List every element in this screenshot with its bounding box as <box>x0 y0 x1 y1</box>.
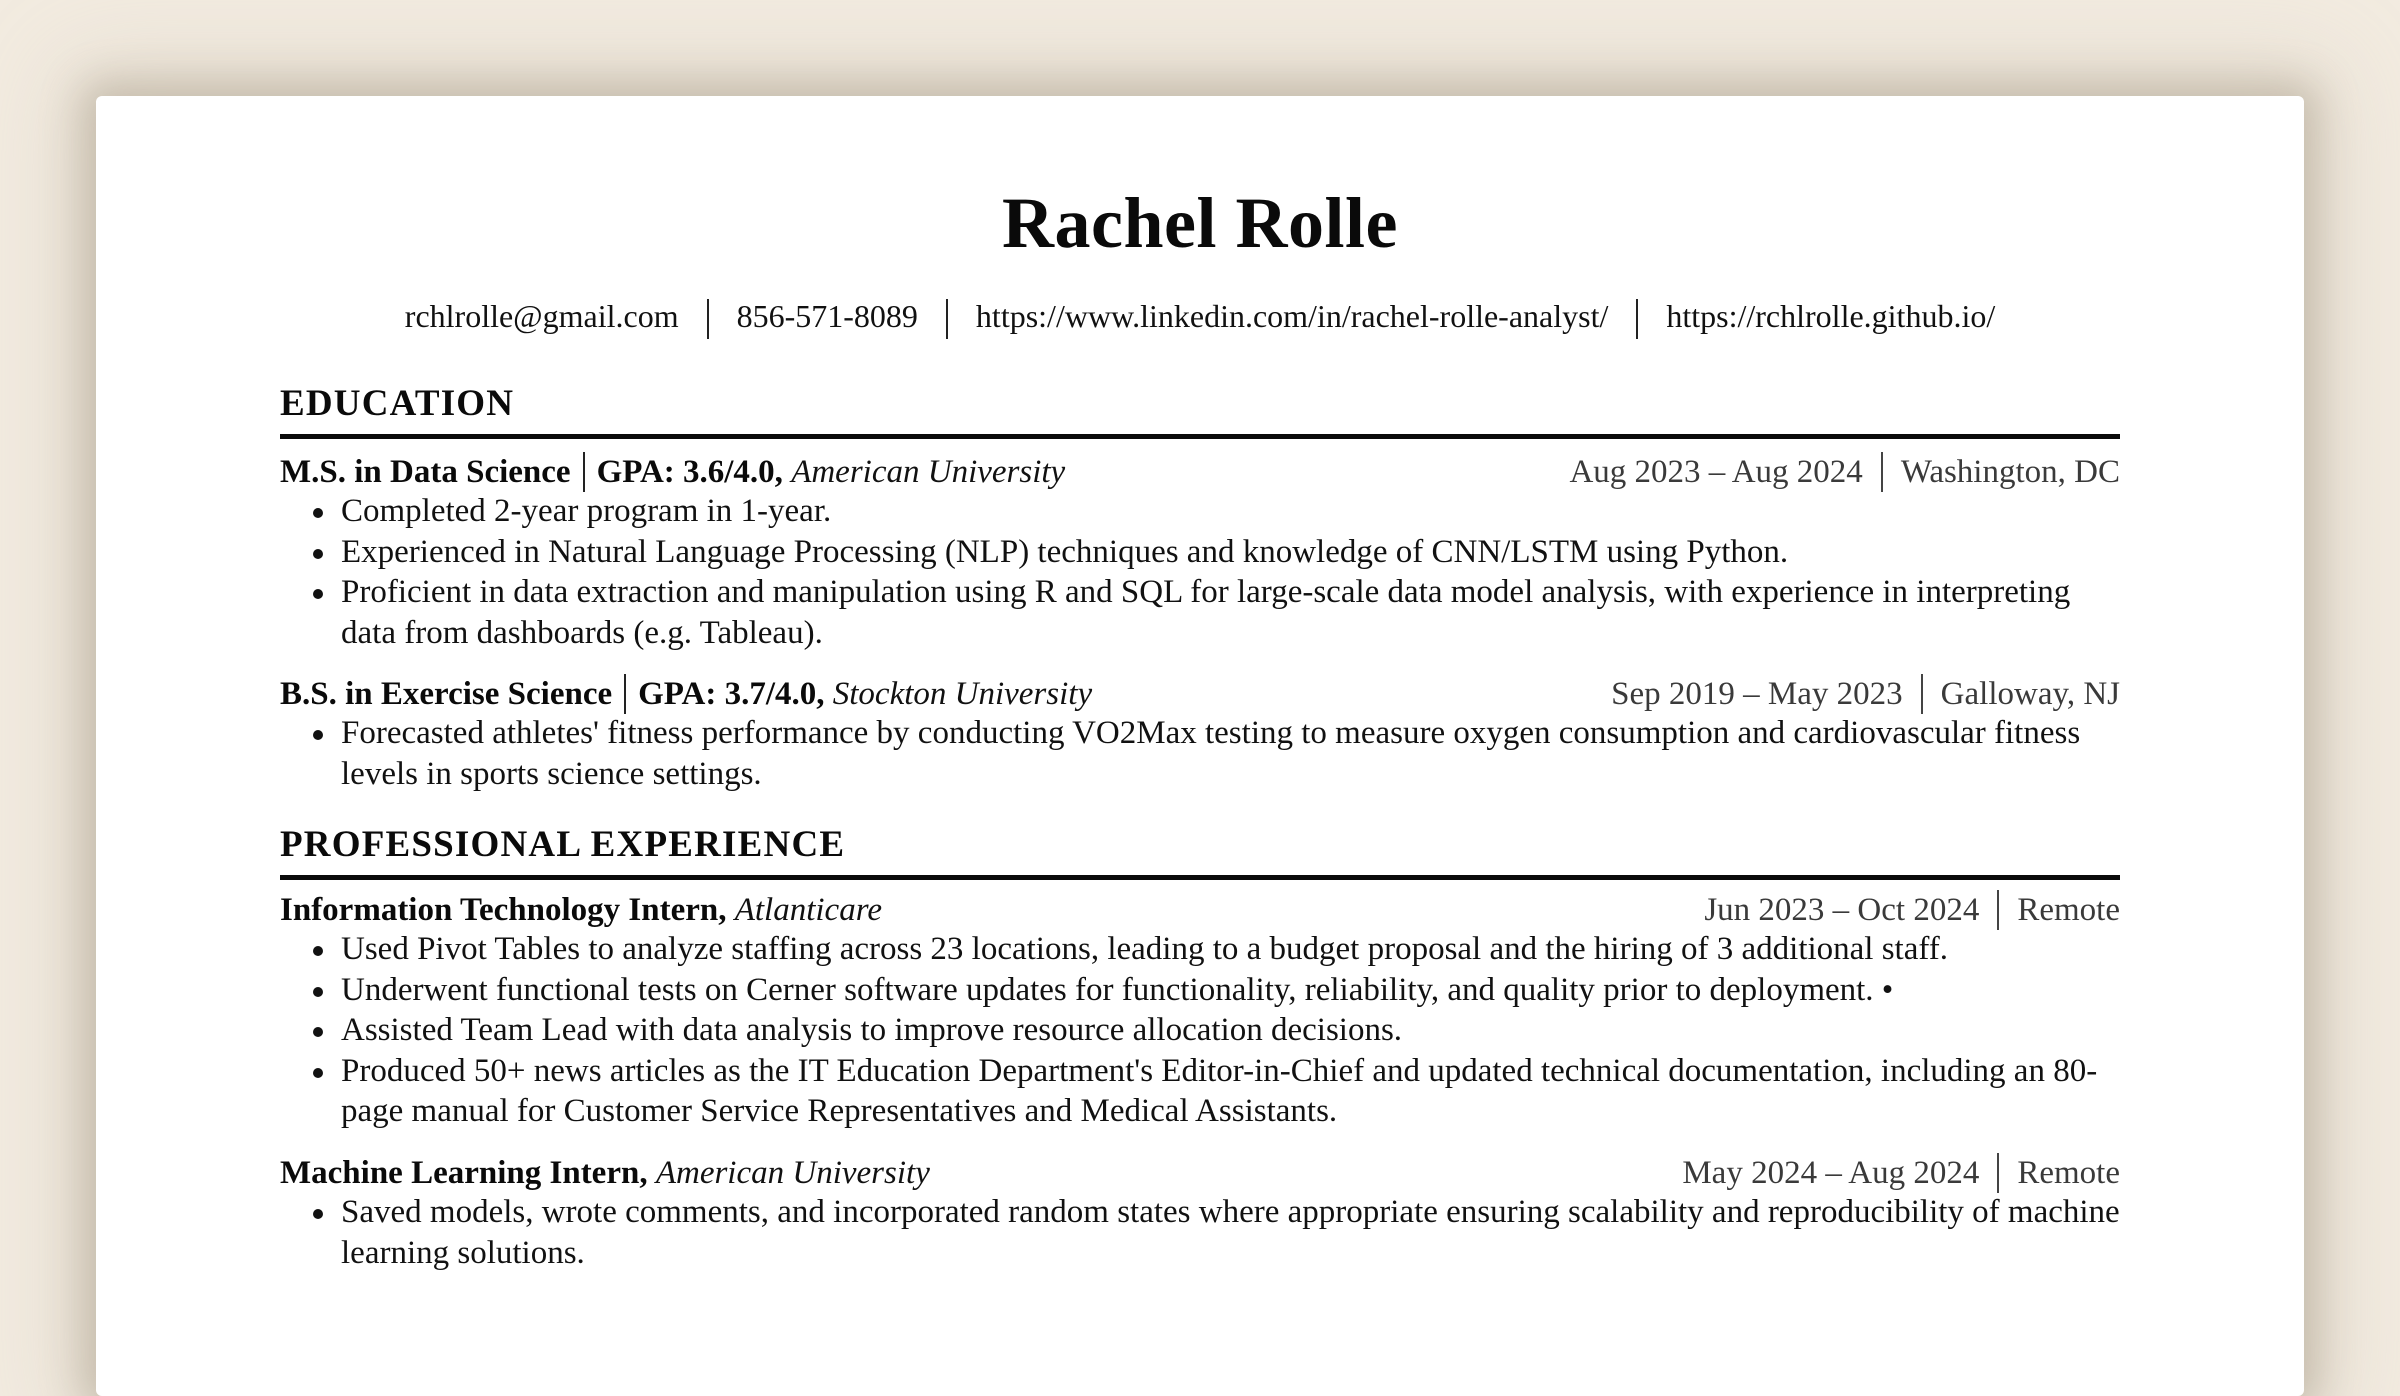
location: Washington, DC <box>1900 454 2120 490</box>
divider <box>583 452 585 492</box>
list-item: Produced 50+ news articles as the IT Education Department's Editor-in-Chief and updated technical documentation, including an 80-page manual for Customer Service Representatives and Medical Assistants. <box>280 1051 2120 1132</box>
bullet-icon <box>313 508 323 518</box>
school: American University <box>791 454 1066 490</box>
role: Information Technology Intern, <box>280 892 727 928</box>
resume-name: Rachel Rolle <box>1002 183 1398 263</box>
contact-line <box>280 294 2120 339</box>
location: Galloway, NJ <box>1940 676 2120 712</box>
degree: M.S. in Data Science <box>280 454 571 490</box>
divider <box>1997 890 1999 930</box>
dates: Jun 2023 – Oct 2024 <box>1704 892 1980 928</box>
company: American University <box>655 1155 930 1191</box>
bullet-icon <box>313 1209 323 1219</box>
entry-title <box>280 672 1092 716</box>
list-item: Underwent functional tests on Cerner software updates for functionality, reliability, and quality prior to deployment. • <box>280 970 2120 1011</box>
education-entry-header <box>280 450 2120 494</box>
experience-entry-header <box>280 1151 2120 1195</box>
entry-title <box>280 888 882 932</box>
section-rule <box>280 875 2120 880</box>
location: Remote <box>2017 1155 2120 1191</box>
entry-meta <box>1569 450 2120 494</box>
bullet-icon <box>313 1027 323 1037</box>
list-item: Assisted Team Lead with data analysis to improve resource allocation decisions. <box>280 1010 2120 1051</box>
phone-number: 856-571-8089 <box>736 298 918 334</box>
gpa: GPA: 3.7/4.0, <box>638 676 825 712</box>
experience-entry-header <box>280 888 2120 932</box>
divider <box>1636 299 1638 339</box>
section-rule <box>280 434 2120 439</box>
list-item: Forecasted athletes' fitness performance by conducting VO2Max testing to measure oxygen consumption and cardiovascular fitness levels in sports science settings. <box>280 713 2120 794</box>
list-item: Used Pivot Tables to analyze staffing across 23 locations, leading to a budget proposal and the hiring of 3 additional staff. <box>280 929 2120 970</box>
dates: Sep 2019 – May 2023 <box>1611 676 1903 712</box>
entry-meta <box>1682 1151 2120 1195</box>
bullet-icon <box>313 946 323 956</box>
list-item: Saved models, wrote comments, and incorporated random states where appropriate ensuring scalability and reproducibility of machine learning solutions. <box>280 1192 2120 1273</box>
bullet-list <box>280 713 2120 794</box>
divider <box>946 299 948 339</box>
list-item: Proficient in data extraction and manipulation using R and SQL for large-scale data model analysis, with experience in interpreting data from dashboards (e.g. Tableau). <box>280 572 2120 653</box>
list-item: Completed 2-year program in 1-year. <box>280 491 2120 532</box>
entry-meta <box>1704 888 2120 932</box>
bullet-list <box>280 1192 2120 1273</box>
divider <box>1881 452 1883 492</box>
education-entry-header <box>280 672 2120 716</box>
divider <box>707 299 709 339</box>
company: Atlanticare <box>734 892 882 928</box>
entry-title <box>280 1151 930 1195</box>
divider <box>1921 674 1923 714</box>
dates: May 2024 – Aug 2024 <box>1682 1155 1980 1191</box>
section-title-experience: PROFESSIONAL EXPERIENCE <box>280 824 846 865</box>
bullet-icon <box>313 549 323 559</box>
bullet-icon <box>313 589 323 599</box>
dates: Aug 2023 – Aug 2024 <box>1569 454 1863 490</box>
gpa: GPA: 3.6/4.0, <box>596 454 783 490</box>
bullet-icon <box>313 1068 323 1078</box>
resume-page <box>96 96 2304 1396</box>
school: Stockton University <box>832 676 1093 712</box>
website-link[interactable]: https://rchlrolle.github.io/ <box>1666 298 1996 334</box>
entry-meta <box>1611 672 2120 716</box>
entry-title <box>280 450 1065 494</box>
degree: B.S. in Exercise Science <box>280 676 613 712</box>
bullet-icon <box>313 987 323 997</box>
bullet-list <box>280 491 2120 653</box>
linkedin-link[interactable]: https://www.linkedin.com/in/rachel-rolle-analyst/ <box>975 298 1609 334</box>
list-item: Experienced in Natural Language Processing (NLP) techniques and knowledge of CNN/LSTM using Python. <box>280 532 2120 573</box>
section-title-education: EDUCATION <box>280 383 515 424</box>
bullet-icon <box>313 730 323 740</box>
email-link[interactable]: rchlrolle@gmail.com <box>404 298 679 334</box>
divider <box>1997 1153 1999 1193</box>
location: Remote <box>2017 892 2120 928</box>
divider <box>624 674 626 714</box>
bullet-list <box>280 929 2120 1132</box>
role: Machine Learning Intern, <box>280 1155 648 1191</box>
